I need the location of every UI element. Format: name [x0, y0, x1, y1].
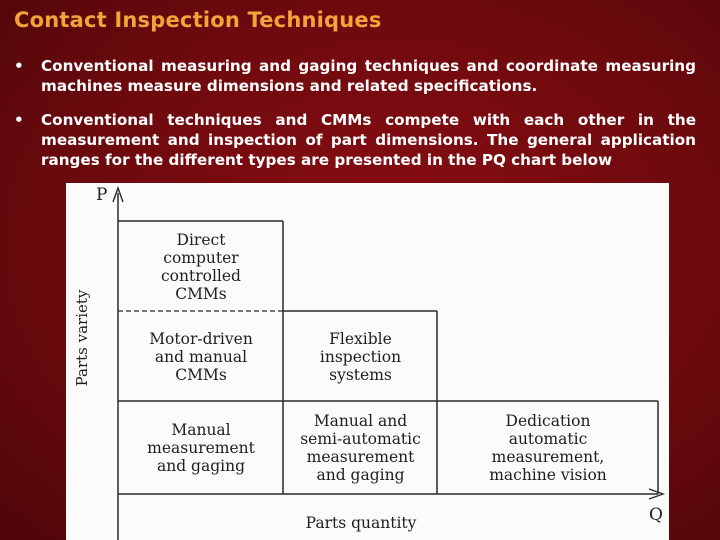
bullet-item-2 [14, 110, 696, 170]
x-axis-label: Parts quantity [305, 514, 417, 532]
bullet-marker: • [14, 111, 24, 129]
region-line: Direct [176, 230, 226, 249]
slide-title: Contact Inspection Techniques [14, 8, 382, 32]
bullet-marker: • [14, 57, 24, 75]
region-flexible-inspection [284, 312, 437, 401]
region-line: computer [163, 248, 239, 267]
region-line: measurement [147, 439, 255, 457]
region-line: Manual [171, 421, 231, 439]
region-line: Flexible [329, 329, 392, 348]
region-line: automatic [508, 430, 588, 448]
region-line: inspection [319, 347, 402, 366]
region-line: semi-automatic [300, 430, 421, 448]
bullet-text-1: Conventional measuring and gaging techniques and coordinate measuring machines measure dimensions and related specifications. [41, 57, 696, 95]
region-line: CMMs [175, 284, 227, 303]
region-manual-measurement [119, 402, 283, 494]
region-line: Manual and [313, 412, 408, 430]
region-line: systems [329, 365, 392, 384]
y-axis-letter: P [96, 185, 108, 205]
region-line: and gaging [156, 457, 246, 475]
pq-chart [66, 183, 669, 540]
region-line: CMMs [175, 365, 227, 384]
bullet-text-2: Conventional techniques and CMMs compete with each other in the measurement and inspection of part dimensions. The general application ranges for the different types are presented in the PQ chart below [41, 111, 696, 169]
region-direct-cmms [119, 222, 283, 311]
region-line: Dedication [505, 412, 591, 430]
region-line: and manual [154, 347, 248, 366]
region-line: machine vision [489, 466, 607, 484]
region-dedicated-automatic [438, 402, 658, 494]
bullet-item-1 [14, 56, 696, 96]
region-line: measurement, [491, 448, 605, 466]
region-line: controlled [161, 266, 241, 285]
region-semi-automatic [284, 402, 437, 494]
region-line: and gaging [316, 466, 405, 484]
y-axis-label: Parts variety [73, 289, 91, 387]
region-line: Motor-driven [149, 329, 253, 348]
region-line: measurement [306, 448, 415, 466]
region-motor-driven-cmms [119, 312, 283, 401]
x-axis-letter: Q [649, 505, 663, 525]
bullet-list [14, 56, 696, 170]
